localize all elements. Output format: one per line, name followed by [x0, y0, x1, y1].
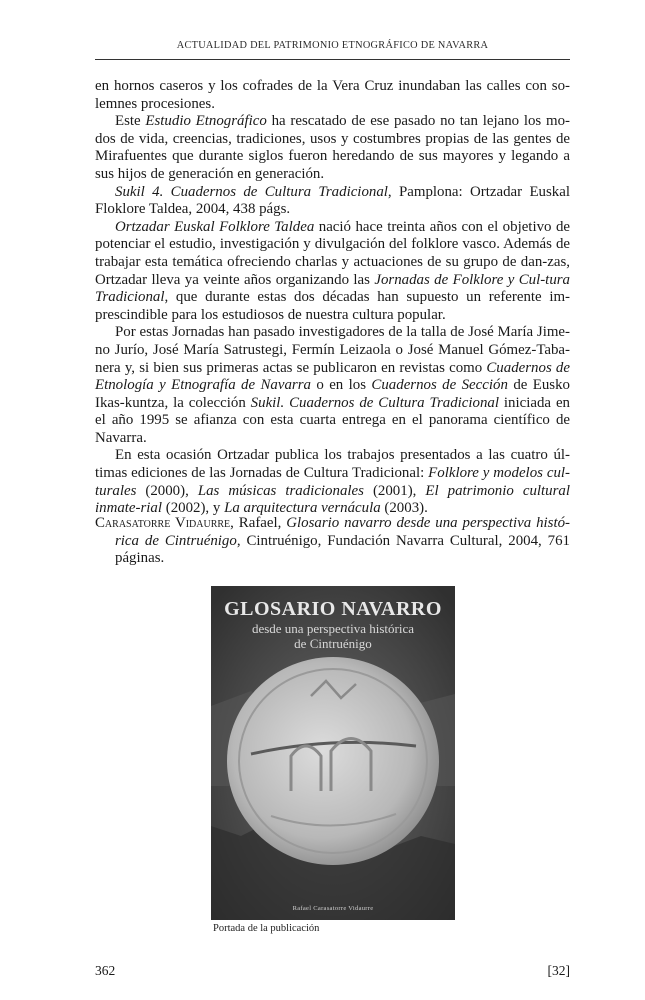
italic-title: La arquitectura vernácula: [224, 500, 381, 517]
text: ha rescatado de ese pasado no tan lejano los mo-dos de vida, creencias, tradiciones, usos y costumbres propias de las gentes de Mirafuentes que durante siglos fueron heredando de sus mayores y legando a sus hijos de generación en generación.: [95, 113, 570, 182]
text: iniciada en el año 1995 se afianza con esta cuarta entrega en el panorama científico de Navarra.: [95, 394, 570, 446]
italic-title: El patrimonio cultural inmate-rial: [95, 482, 570, 517]
entry-text: [95, 515, 570, 568]
text: (2001),: [363, 482, 426, 499]
italic-title: Sukil 4. Cuadernos de Cultura Tradicional: [115, 183, 388, 200]
italic-title: Folklore y modelos cul-turales: [95, 465, 570, 499]
paragraph: [95, 78, 570, 113]
cover-title: GLOSARIO NAVARRO: [224, 598, 442, 620]
text: en hornos caseros y los cofrades de la Vera Cruz inundaban las calles con so-lemnes procesiones.: [95, 78, 570, 112]
text: (2002), y: [162, 500, 225, 517]
italic-title: Sukil. Cuadernos de Cultura Tradicional: [250, 394, 500, 411]
entry-title: Glosario navarro desde una perspectiva histó-rica de Cintruénigo: [115, 515, 570, 549]
text: nació hace treinta años con el objetivo de potenciar el estudio, investigación y divulgación del folklore vasco. Además de trabajar esta temática ofreciendo charlas y actuaciones de su grupo de dan-zas, Ortzadar lleva ya veinte años organizando las: [95, 218, 571, 288]
cover-author: Rafael Carasatorre Vidaurre: [292, 905, 374, 912]
italic-title: Jornadas de Folklore y Cul-tura Tradicional: [95, 271, 570, 306]
italic-title: Estudio Etnográfico: [145, 113, 267, 130]
book-cover-image: [211, 586, 455, 920]
italic-title: Cuadernos de Sección: [371, 377, 508, 394]
paragraph: [95, 113, 570, 183]
text: Este: [115, 113, 146, 130]
cover-subtitle-line-1: desde una perspectiva histórica: [251, 621, 415, 636]
page-number: 362: [95, 963, 116, 978]
text: o en los: [310, 377, 372, 394]
text: (2000),: [136, 482, 198, 499]
text: , Cintruénigo, Fundación Navarra Cultural, 2004, 761 páginas.: [115, 532, 570, 567]
entry-author: Carasatorre Vidaurre: [95, 515, 231, 531]
header-rule: [95, 59, 570, 60]
text: Por estas Jornadas han pasado investigadores de la talla de José María Jime-no Jurío, José María Satrustegi, Fermín Leizaola o José Manuel Gómez-Taba-nera y, si bien sus primeras actas se publicaron en revistas como: [95, 324, 570, 376]
text: de Eusko Ikas-kuntza, la colección: [95, 377, 570, 411]
italic-title: Ortzadar Euskal Folklore Taldea: [115, 218, 315, 235]
book-reference: [95, 184, 570, 219]
cover-subtitle-line-2: de Cintruénigo: [294, 636, 372, 651]
body-text: [95, 78, 570, 518]
text: En esta ocasión Ortzadar publica los trabajos presentados a las cuatro úl-timas ediciones de las Jornadas de Cultura Tradicional:: [95, 447, 570, 482]
text: , Rafael,: [230, 515, 287, 531]
text: (2003).: [380, 500, 428, 517]
page-reference: [32]: [547, 963, 570, 978]
running-title: ACTUALIDAD DEL PATRIMONIO ETNOGRÁFICO DE NAVARRA: [176, 40, 489, 51]
figure-caption: Portada de la publicación: [213, 923, 320, 934]
bibliographic-entry: [95, 515, 570, 568]
paragraph: [95, 324, 570, 447]
paragraph: [95, 447, 570, 517]
text: , que durante estas dos décadas han supuesto un referente im-prescindible para los estudiosos de nuestra cultura popular.: [95, 289, 570, 323]
italic-title: Las músicas tradicionales: [197, 482, 364, 499]
text: , Pamplona: Ortzadar Euskal Floklore Taldea, 2004, 438 págs.: [95, 183, 570, 218]
paragraph: [95, 219, 570, 325]
italic-title: Cuadernos de Etnología y Etnografía de Navarra: [95, 359, 570, 394]
